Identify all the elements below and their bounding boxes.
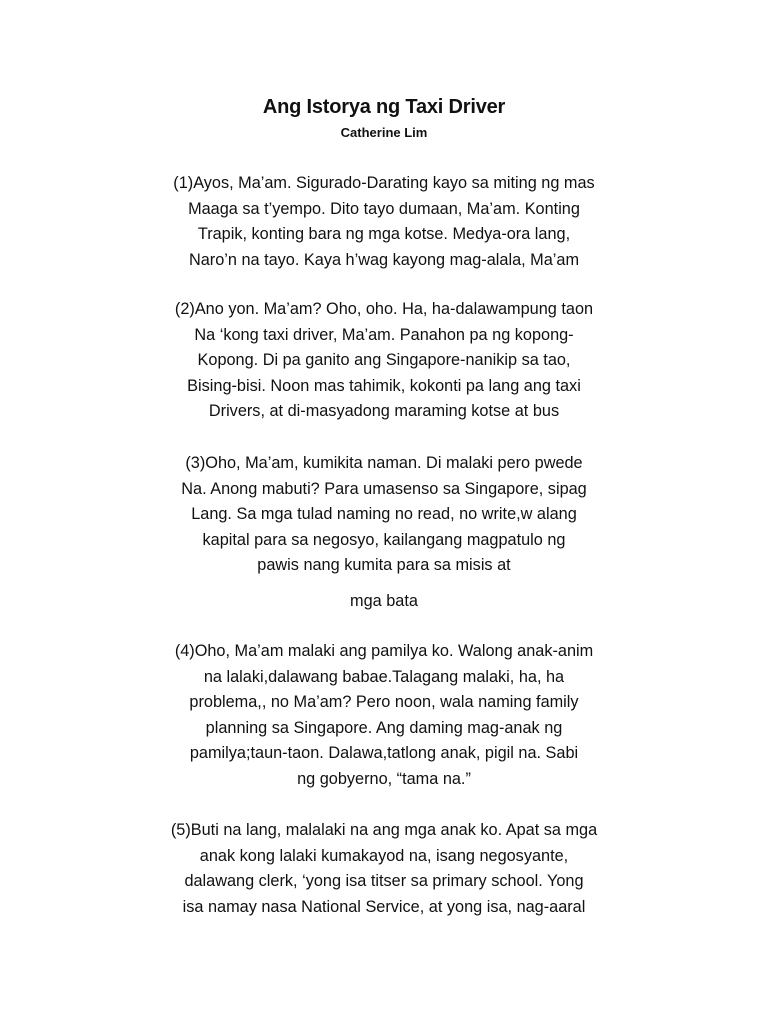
- text-line: Maaga sa t’yempo. Dito tayo dumaan, Ma’am. Konting: [188, 199, 580, 218]
- text-line: dalawang clerk, ‘yong isa titser sa primary school. Yong: [184, 872, 584, 890]
- paragraph-1: [130, 171, 638, 273]
- paragraph-2: [130, 297, 638, 425]
- paragraph-3: [130, 451, 638, 579]
- text-line: anak kong lalaki kumakayod na, isang negosyante,: [199, 846, 569, 865]
- text-line: pamilya;taun-taon. Dalawa,tatlong anak, pigil na. Sabi: [189, 744, 579, 762]
- text-line: Na. Anong mabuti? Para umasenso sa Singapore, sipag: [181, 479, 587, 498]
- text-line: planning sa Singapore. Ang daming mag-anak ng: [205, 718, 563, 737]
- text-line: isa namay nasa National Service, at yong isa, nag-aaral: [182, 897, 586, 916]
- text-line: Kopong. Di pa ganito ang Singapore-nanikip sa tao,: [197, 351, 571, 369]
- text-line: (3)Oho, Ma’am, kumikita naman. Di malaki pero pwede: [185, 454, 583, 472]
- text-line: Trapik, konting bara ng mga kotse. Medya-ora lang,: [197, 225, 571, 243]
- document-title: Ang Istorya ng Taxi Driver: [262, 96, 506, 118]
- text-line: kapital para sa negosyo, kailangang magpatulo ng: [202, 530, 566, 549]
- paragraph-4: [130, 639, 638, 792]
- text-line: (5)Buti na lang, malalaki na ang mga anak ko. Apat sa mga: [170, 821, 598, 839]
- text-line: (1)Ayos, Ma’am. Sigurado-Darating kayo sa miting ng mas: [173, 174, 595, 192]
- text-line: (2)Ano yon. Ma’am? Oho, oho. Ha, ha-dalawampung taon: [174, 300, 594, 318]
- text-line: ng gobyerno, “tama na.”: [297, 769, 471, 788]
- text-line: problema,, no Ma’am? Pero noon, wala naming family: [189, 693, 579, 711]
- text-line: Drivers, at di-masyadong maraming kotse at bus: [208, 402, 560, 420]
- text-line: Naro’n na tayo. Kaya h’wag kayong mag-alala, Ma’am: [188, 250, 580, 269]
- text-line: Na ‘kong taxi driver, Ma’am. Panahon pa ng kopong-: [194, 325, 574, 344]
- text-line: Lang. Sa mga tulad naming no read, no write,w alang: [191, 505, 577, 523]
- paragraph-3-continuation: [130, 589, 638, 615]
- document-author: Catherine Lim: [340, 125, 428, 140]
- paragraph-5: [130, 818, 638, 920]
- text-line: (4)Oho, Ma’am malaki ang pamilya ko. Walong anak-anim: [174, 642, 594, 660]
- text-line: Bising-bisi. Noon mas tahimik, kokonti pa lang ang taxi: [187, 376, 581, 395]
- text-line: mga bata: [350, 592, 418, 610]
- text-line: pawis nang kumita para sa misis at: [257, 556, 511, 574]
- text-line: na lalaki,dalawang babae.Talagang malaki, ha, ha: [203, 667, 565, 686]
